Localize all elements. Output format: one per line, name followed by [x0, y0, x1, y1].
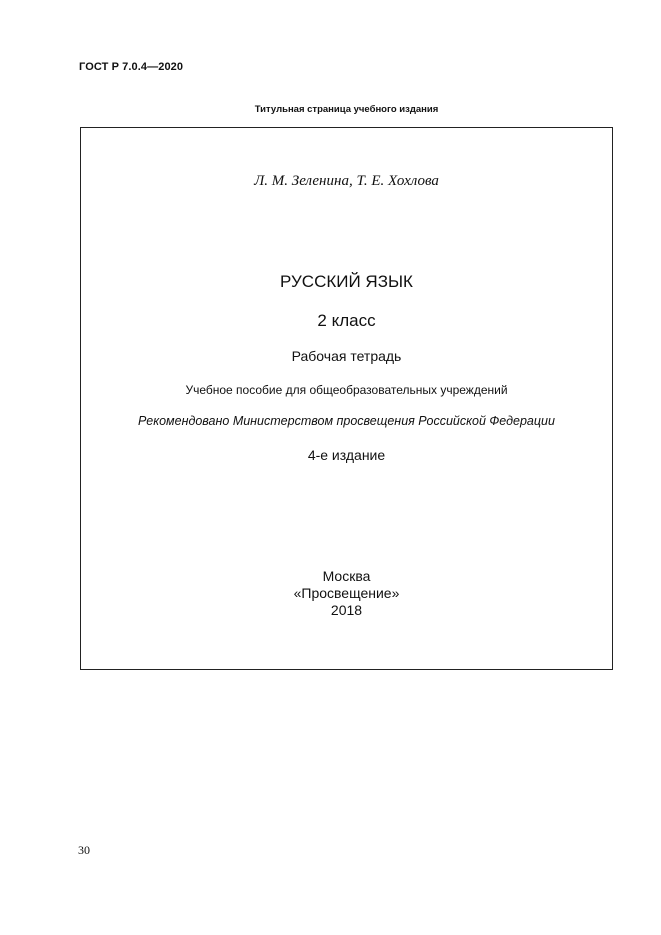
authors: Л. М. Зеленина, Т. Е. Хохлова: [254, 173, 439, 189]
publication-kind: Рабочая тетрадь: [291, 348, 402, 364]
approval-note: Рекомендовано Министерством просвещения Российской Федерации: [138, 414, 555, 428]
edition: 4-е издание: [307, 447, 386, 463]
figure-caption: Титульная страница учебного издания: [254, 104, 439, 115]
publisher: «Просвещение»: [293, 585, 400, 601]
page-number: 30: [78, 843, 90, 857]
publication-year: 2018: [330, 602, 363, 618]
title-page-frame: [80, 127, 613, 670]
document-code: ГОСТ Р 7.0.4—2020: [79, 61, 184, 73]
publication-purpose: Учебное пособие для общеобразовательных учреждений: [185, 383, 508, 397]
subject-title: РУССКИЙ ЯЗЫК: [280, 272, 413, 291]
grade: 2 класс: [317, 311, 376, 330]
publication-city: Москва: [322, 568, 371, 584]
